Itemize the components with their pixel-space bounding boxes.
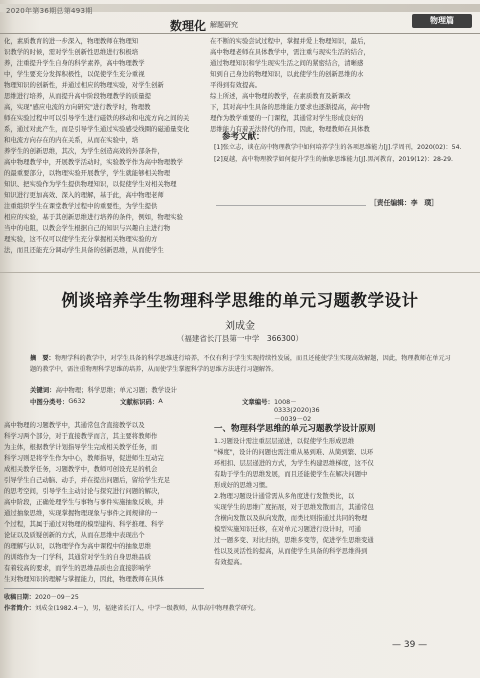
- text-line: 1.习题设计需注重层层递进，以促使学生形成思维: [214, 437, 355, 445]
- text-line: "梯度"，设计的问题也需注重从易到难、从简到繁、以环: [214, 448, 374, 456]
- author-bio-text: 刘成金(1982.4－)，男，福建省长汀人，中学一级教师，从事高中物理教学研究。: [34, 605, 260, 612]
- text-line: 的最重要部分，以物理实验开展教学，学生就能够相关物理: [4, 169, 171, 177]
- body-text-left: [4, 420, 200, 586]
- footnote-divider: [4, 588, 204, 589]
- abstract: [30, 353, 454, 375]
- text-line: 系，通过对此产生，而是引导学生通过实验感受线圈的磁通量变化: [4, 125, 190, 133]
- responsible-editor: ［责任编辑：李 璞］: [370, 199, 438, 207]
- text-line: 和电流方向存在的内在关系，从而在实验中，培: [4, 136, 139, 144]
- text-line: 形成好的思维习惯。: [214, 481, 272, 489]
- text-line: 平得到有效提高。: [210, 81, 262, 89]
- footnote: [4, 592, 404, 614]
- text-line: 科学习则是将学生作为中心，教师指导，促进师生互动完: [4, 454, 164, 462]
- text-line: 引导学生自己动脑、动手，并在提出问题后，留给学生充足: [4, 476, 171, 484]
- clc-label: 中图分类号：: [30, 398, 69, 406]
- header-divider: [0, 33, 480, 34]
- doc-code-item: [120, 397, 163, 406]
- article-separator: [0, 272, 480, 273]
- received-value: 2020－09－25: [34, 594, 79, 601]
- author-affiliation: （福建省长汀县第一中学 366300）: [176, 334, 304, 343]
- text-line: 理作为教学重要的一门课程，其通常对学生形成良好的: [210, 114, 364, 122]
- text-line: 为主体，根据教学计划指导学生完成相关教学任务，而: [4, 443, 158, 451]
- text-line: 高，实现"感应电流的方向研究"进行教学时，物理教: [4, 103, 151, 111]
- text-line: 注重组织学生在课堂教学过程中的重要性，为学生提供: [4, 202, 158, 210]
- author-bio: [4, 603, 404, 614]
- text-line: 的训练作为一门学科，其通常对学生的自身思维品质: [4, 553, 151, 561]
- text-line: 理实验，这不仅可以使学生充分掌握相关物理实验的方: [4, 235, 158, 243]
- received-date: [4, 592, 404, 603]
- text-line: 识教学的时候，需对学生创新性思维进行积极培: [4, 48, 139, 56]
- text-line: 物理知识的创新性，并通过相应的物理实验，对学生创新: [4, 81, 164, 89]
- text-line: 思维进行培养，从而提升高中阶段物理教学的质量提: [4, 92, 151, 100]
- section-heading: 一、物理科学思维的单元习题教学设计原则: [214, 424, 376, 434]
- clc-value: G632: [68, 397, 86, 405]
- keywords-text: 高中物理；科学思维；单元习题；教学设计: [55, 386, 177, 394]
- clc-item: [30, 397, 86, 406]
- text-line: 相应的实验，基于其创新思维进行培养的条件，例如，物理实验: [4, 213, 183, 221]
- text-line: 法，而且还能充分调动学生具备的创新思维，从而使学生: [4, 246, 164, 254]
- reference-item: [1]张立志，谈在高中物理教学中如何培养学生的各项思维能力[J].学周刊，2020(02)：54.: [214, 144, 462, 151]
- abstract-label: 摘 要：: [30, 355, 55, 362]
- text-line: 养，注重提升学生自身的科学素养，高中物理教学: [4, 59, 145, 67]
- text-line: 知到自己身边的物理知识，以此使学生的创新思维的水: [210, 70, 364, 78]
- text-line: 综上所述，高中物理的教学，在素质教育及新课改: [210, 92, 351, 100]
- text-line: 2.物理习题设计通常需从多角度进行发散类比，以: [214, 492, 355, 500]
- article-author: 刘成金: [225, 321, 255, 332]
- text-line: 知识进行更加高效、深入的理解，基于此，高中物理老师: [4, 191, 164, 199]
- article-title: 例谈培养学生物理科学思维的单元习题教学设计: [61, 291, 419, 310]
- text-line: 实现学生的思维广度拓展，对于思维发散而言，其通常包: [214, 503, 374, 511]
- received-label: 收稿日期：: [4, 594, 35, 601]
- text-line: 有着较高的要求，而学生的思维品质也会直接影响学: [4, 564, 151, 572]
- text-line: 环相扣、层层递进的方式，为学生构建思维梯度，这不仅: [214, 459, 374, 467]
- column-title: 数理化: [170, 19, 207, 33]
- page-number: — 39 —: [392, 640, 428, 650]
- text-line: 个过程，其属于通过对物理的模型建构、科学推理、科学: [4, 520, 164, 528]
- text-line: 有效提高。: [214, 558, 246, 566]
- references-heading: 参考文献：: [222, 132, 265, 142]
- text-line: 的理解与认识，以物理学作为高中课程中的抽象思维: [4, 542, 151, 550]
- text-line: 通过抽象思维，实现掌握物理现象与事件之间规律的一: [4, 509, 158, 517]
- text-line: 师在实验过程中可以引导学生进行磁铁的移动和电流方向之间的关: [4, 114, 190, 122]
- text-line: 科学习两个部分，对于直接教学而言，其主要将教师作: [4, 432, 158, 440]
- editor-divider: [216, 205, 366, 206]
- text-line: 高中物理老师在具体教学中，需注重与现实生活的结合，: [210, 48, 370, 56]
- doc-code-value: A: [158, 397, 163, 405]
- section-badge: 物理篇: [412, 14, 472, 28]
- article-no-value: 1008－0333(2020)36－0039－02: [273, 398, 320, 423]
- column-subtitle: 解题研究: [210, 21, 238, 29]
- article-no-item: [242, 397, 320, 423]
- text-line: 高中物理的习题教学中，其通常包含直接教学以及: [4, 421, 145, 429]
- text-line: 在不断的实验尝试过程中，掌握并爱上物理知识，最后，: [210, 37, 370, 45]
- doc-code-label: 文献标识码：: [120, 398, 159, 406]
- text-line: 高中阶段，正确处理学生与事物与事件实施抽象反映，并: [4, 498, 164, 506]
- text-line: 成相关教学任务，习题教学中，教师可创设充足的机会: [4, 465, 158, 473]
- text-line: 的思考空间，引导学生主动讨论与探究进行问题的解决，: [4, 487, 164, 495]
- text-line: 性以及灵活性的提高，从而使学生具备的科学思维得到: [214, 547, 368, 555]
- reference-item: [2]夏越，高中物理教学如何提升学生的抽象思维能力[J].黑河教育，2019(12)：28-29.: [214, 156, 454, 163]
- text-line: 含横向发散以及纵向发散，而类比则指通过共同的物理: [214, 514, 368, 522]
- text-line: 下，其对高中生具备的思维能力要求也逐渐提高，高中物: [210, 103, 370, 111]
- text-line: 论证以及质疑创新的方式，从而在思维中表现出个: [4, 531, 145, 539]
- body-text-right: [214, 436, 472, 568]
- issue-label: 2020年第36期总第493期: [6, 7, 93, 15]
- text-line: 化，素质教育的进一步深入，物理教师在物理知: [4, 37, 139, 45]
- text-line: 思维能力有着无法替代的作用，因此，物理教师在具体教: [210, 125, 370, 133]
- article-no-label: 文章编号：: [242, 398, 274, 406]
- text-line: 知识、把实验作为学生提供物理知识，以促使学生对相关物理: [4, 180, 177, 188]
- references-list: [214, 143, 472, 167]
- keywords-label: 关键词：: [30, 386, 56, 394]
- keywords: [30, 385, 454, 394]
- continued-text-left: [4, 36, 200, 274]
- abstract-text: 物理学科的教学中，对学生具备的科学思维进行培养，不仅有利于学生实现持续性发展，而且还能使学生实现高效解题，因此，物理教师在单元习题的教学中，需注重物理科学思维的培养，从而使学生掌握科学的思维方法进行习题解答。: [30, 355, 451, 373]
- text-line: 过一题多变、对比归纳，思维多变等，促进学生思维变通: [214, 536, 374, 544]
- continued-text-right: [210, 36, 472, 135]
- text-line: 通过物理知识和学生现实生活之间的紧密结合，清晰感: [210, 59, 364, 67]
- text-line: 生对物理知识的理解与掌握能力，因此，物理教师在具体: [4, 575, 164, 583]
- text-line: 模型实施知识迁移，在对单元习题进行设计时，可通: [214, 525, 361, 533]
- text-line: 有助于学生的思维发展，而且还能使学生在解决问题中: [214, 470, 368, 478]
- author-bio-label: 作者简介：: [4, 605, 35, 612]
- text-line: 养学生的创新思维，其次，为学生创造高效的外部条件，: [4, 147, 164, 155]
- text-line: 当中的电阻，以教会学生根据自己的知识与兴趣自主进行物: [4, 224, 171, 232]
- text-line: 中，学生要充分发挥积极性，以促使学生充分重视: [4, 70, 145, 78]
- text-line: 高中物理教学中，开展教学活动时，实验教学作为高中物理教学: [4, 158, 183, 166]
